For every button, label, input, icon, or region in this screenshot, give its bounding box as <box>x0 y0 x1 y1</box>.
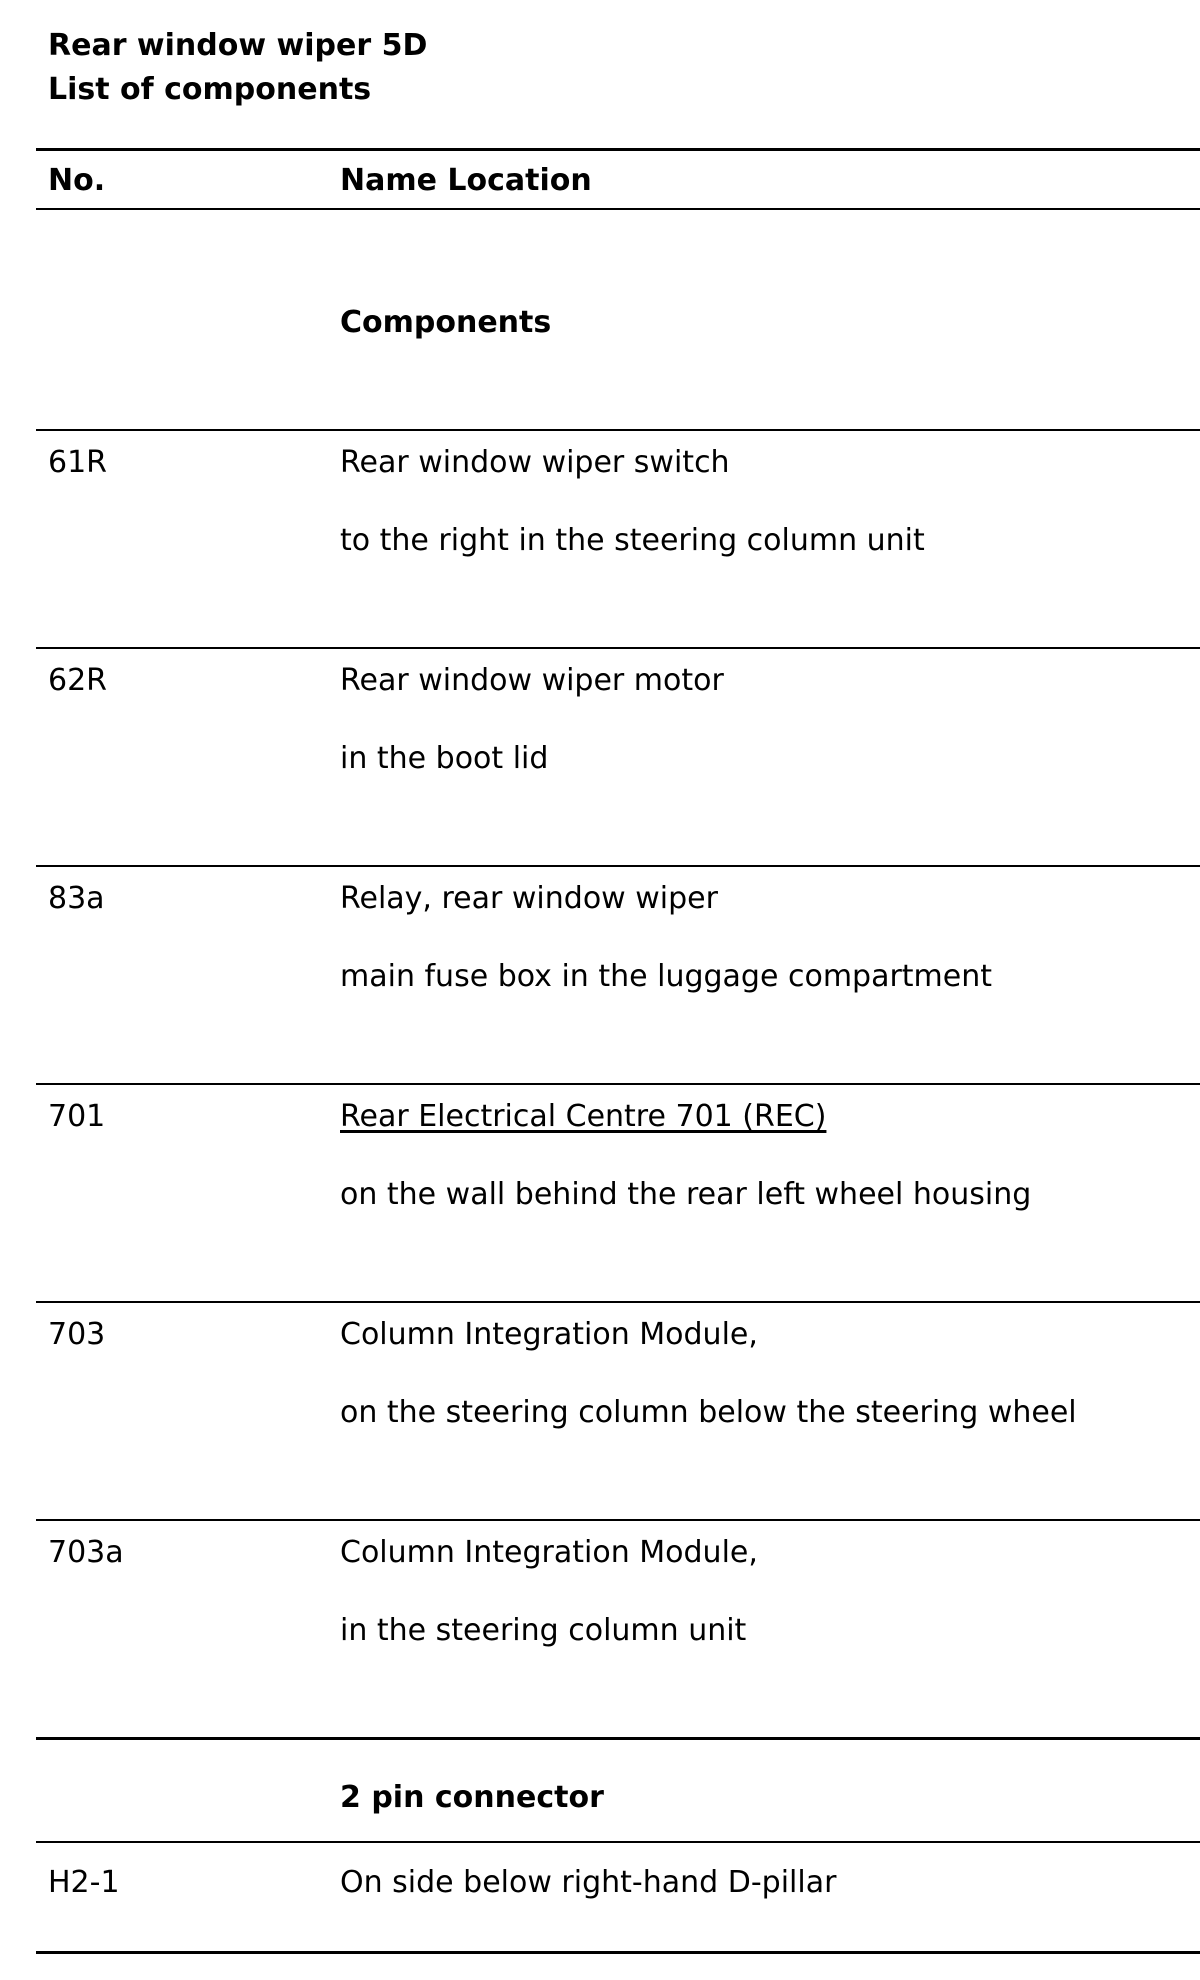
row-name: Rear window wiper switch <box>340 445 730 480</box>
row-divider <box>36 1083 1200 1085</box>
row-name: Column Integration Module, <box>340 1535 758 1570</box>
row-divider <box>36 1519 1200 1521</box>
row-location: on the wall behind the rear left wheel housing <box>340 1177 1032 1212</box>
row-name: Column Integration Module, <box>340 1317 758 1352</box>
row-location: on the steering column below the steering wheel <box>340 1395 1077 1430</box>
row-no: 62R <box>48 663 108 698</box>
header-no: No. <box>48 163 106 198</box>
row-no: 701 <box>48 1099 106 1134</box>
row-divider <box>36 1301 1200 1303</box>
row-divider <box>36 647 1200 649</box>
row-no: H2-1 <box>48 1865 120 1900</box>
header-bottom-rule <box>36 208 1200 210</box>
row-name: Relay, rear window wiper <box>340 881 718 916</box>
row-location: in the steering column unit <box>340 1613 747 1648</box>
rec-link[interactable]: Rear Electrical Centre 701 (REC) <box>340 1099 827 1134</box>
document-title: Rear window wiper 5D <box>48 28 428 63</box>
document-subtitle: List of components <box>48 72 372 107</box>
table-top-rule <box>36 148 1200 151</box>
row-location: main fuse box in the luggage compartment <box>340 959 993 994</box>
row-no: 703a <box>48 1535 124 1570</box>
section-divider <box>36 1737 1200 1740</box>
row-location: in the boot lid <box>340 741 549 776</box>
row-no: 61R <box>48 445 108 480</box>
header-name-location: Name Location <box>340 163 592 198</box>
row-name: On side below right-hand D-pillar <box>340 1865 837 1900</box>
row-no: 703 <box>48 1317 106 1352</box>
table-bottom-rule <box>36 1951 1200 1954</box>
section-heading-components: Components <box>340 305 552 340</box>
row-divider <box>36 865 1200 867</box>
row-divider <box>36 429 1200 431</box>
row-name: Rear window wiper motor <box>340 663 724 698</box>
row-no: 83a <box>48 881 105 916</box>
row-location: to the right in the steering column unit <box>340 523 925 558</box>
row-divider <box>36 1841 1200 1843</box>
section-heading-connector: 2 pin connector <box>340 1780 604 1815</box>
